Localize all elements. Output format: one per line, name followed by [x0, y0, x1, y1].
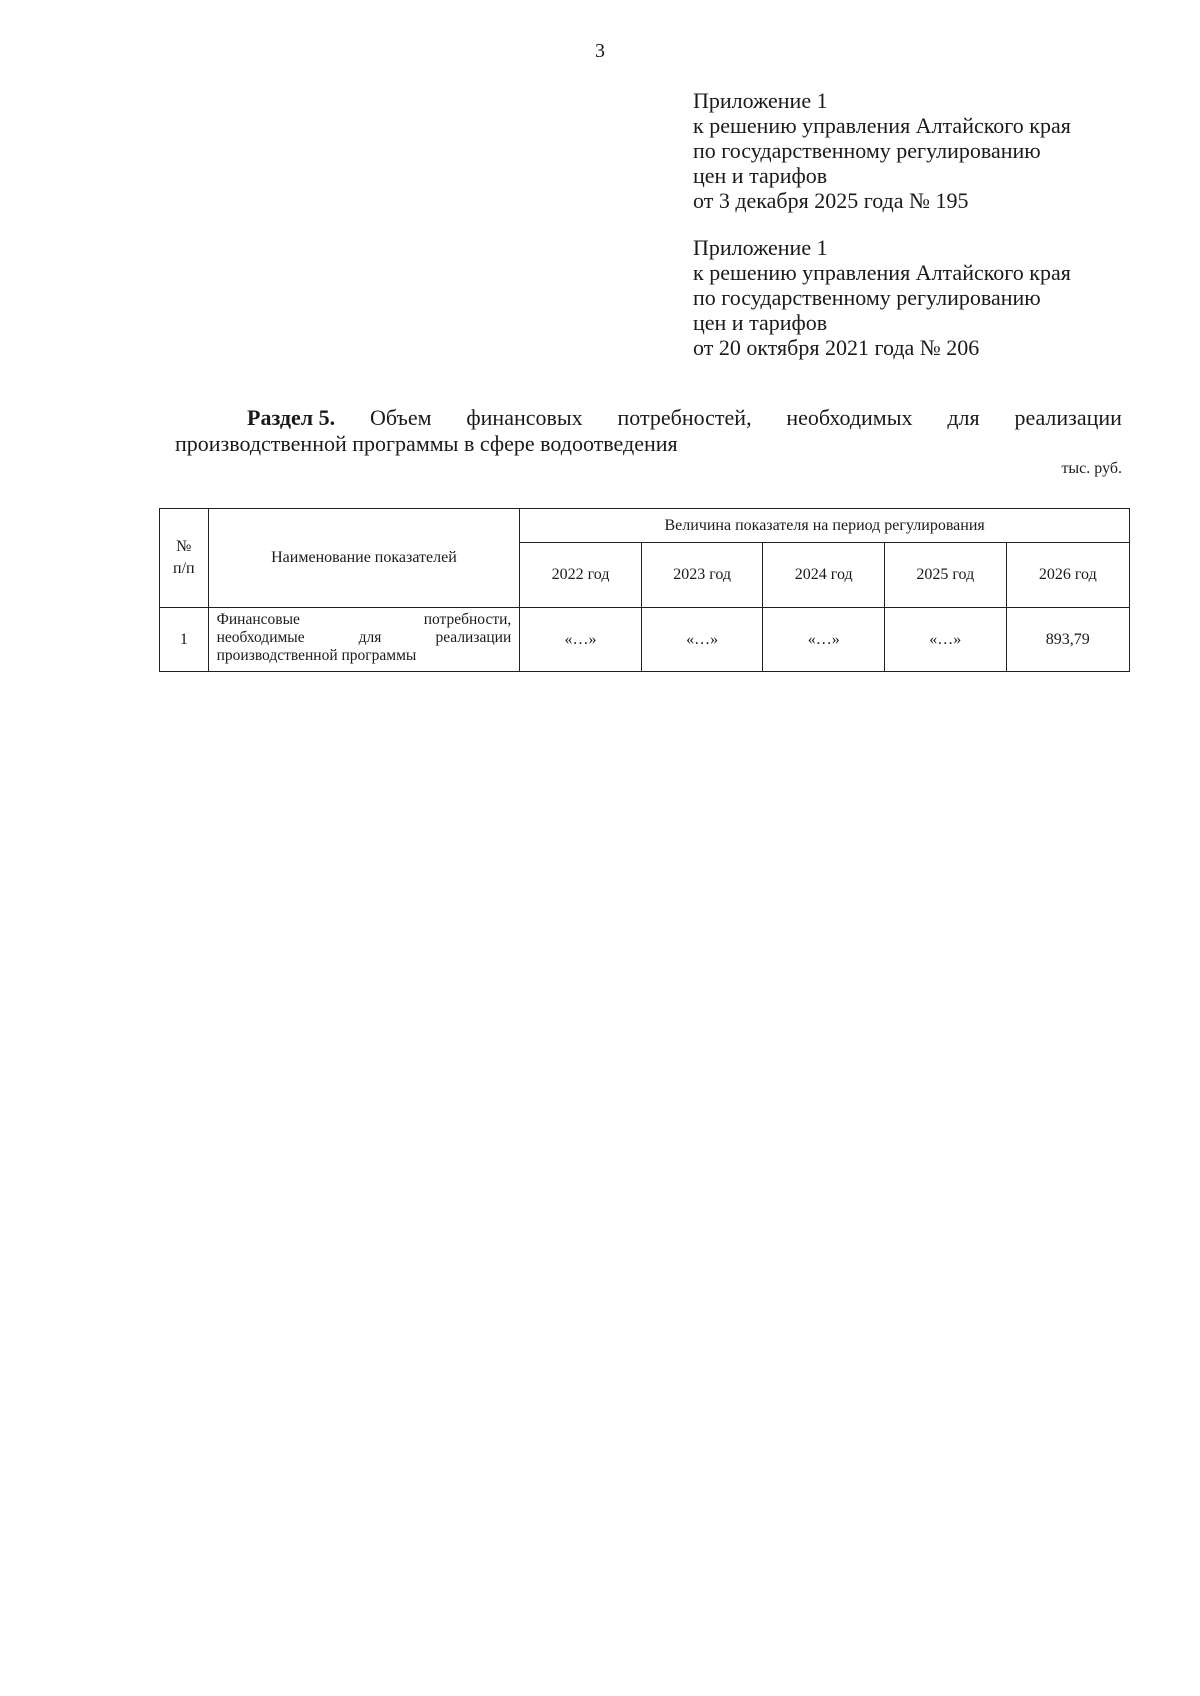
section-label: Раздел 5. — [247, 405, 336, 430]
table-row — [160, 608, 1130, 672]
table-header-row — [160, 509, 1130, 543]
header-number-symbol: № — [176, 538, 192, 555]
units-label: тыс. руб. — [1061, 460, 1122, 477]
annex-line: по государственному регулированию — [693, 138, 1041, 163]
financial-needs-table — [159, 508, 1130, 672]
annex-line: Приложение 1 — [693, 88, 828, 113]
annex-line: от 3 декабря 2025 года № 195 — [693, 188, 969, 213]
header-period-group: Величина показателя на период регулирования — [520, 509, 1130, 543]
page-number: 3 — [595, 40, 605, 62]
annex-line: от 20 октября 2021 года № 206 — [693, 335, 980, 360]
annex-line: к решению управления Алтайского края — [693, 260, 1071, 285]
name-word: Финансовые — [216, 611, 300, 628]
header-year: 2026 год — [1006, 543, 1129, 608]
header-year: 2023 год — [641, 543, 763, 608]
name-word: производственной программы — [216, 647, 417, 664]
section-title — [175, 405, 1122, 457]
annex-line: к решению управления Алтайского края — [693, 113, 1071, 138]
name-line — [217, 611, 512, 629]
header-indicator-name: Наименование показателей — [208, 509, 520, 608]
row-value-2024: «…» — [763, 608, 885, 672]
title-word: необходимых — [786, 405, 913, 430]
row-value-2023: «…» — [641, 608, 763, 672]
name-line — [217, 647, 512, 665]
title-word: реализации — [1014, 405, 1122, 430]
annex-line: цен и тарифов — [693, 310, 828, 335]
name-word: необходимые — [216, 629, 305, 646]
name-line — [217, 629, 512, 647]
title-word: для — [947, 405, 980, 430]
header-year: 2022 год — [520, 543, 642, 608]
header-number-abbr: п/п — [173, 560, 195, 577]
title-word: потребностей, — [617, 405, 752, 430]
header-year: 2025 год — [885, 543, 1007, 608]
title-word: финансовых — [466, 405, 583, 430]
row-value-2025: «…» — [885, 608, 1007, 672]
row-number: 1 — [160, 608, 209, 672]
annex-line: Приложение 1 — [693, 235, 828, 260]
annex-block-current — [693, 88, 1071, 213]
row-value-2026: 893,79 — [1006, 608, 1129, 672]
title-word: Объем — [369, 405, 432, 430]
annex-line: цен и тарифов — [693, 163, 828, 188]
section-title-line-1 — [175, 405, 1122, 431]
header-number — [160, 509, 209, 608]
annex-block-original — [693, 235, 1071, 360]
annex-line: по государственному регулированию — [693, 285, 1041, 310]
row-indicator-name — [208, 608, 520, 672]
row-value-2022: «…» — [520, 608, 642, 672]
name-word: реализации — [435, 629, 512, 646]
name-word: потребности, — [423, 611, 512, 628]
name-word: для — [358, 629, 382, 646]
section-title-line-2: производственной программы в сфере водоотведения — [175, 431, 678, 456]
header-year: 2024 год — [763, 543, 885, 608]
